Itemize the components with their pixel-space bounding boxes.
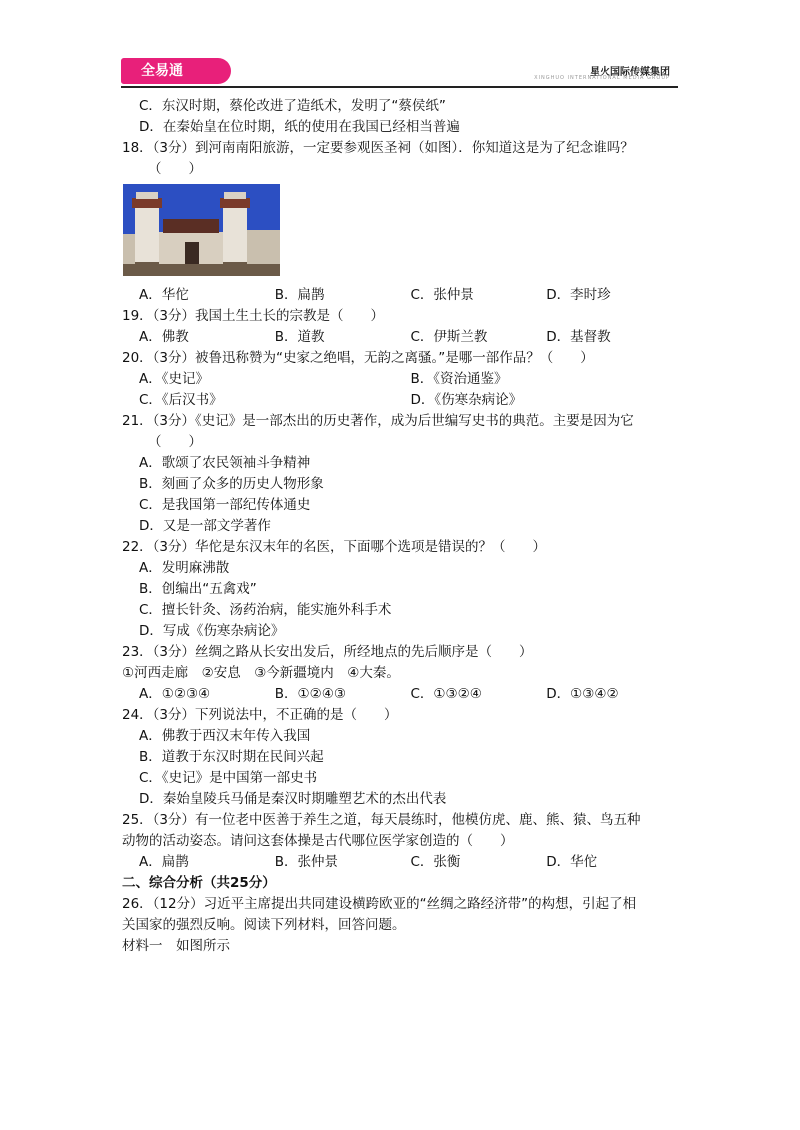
question-25: 25．（3分）有一位老中医善于养生之道，每天晨练时，他模仿虎、鹿、熊、猿、鸟五种 [122,812,641,828]
options-20-row2 [122,390,682,411]
yisheng-temple-image [123,184,280,276]
option: D．《伤寒杂病论》 [410,392,523,408]
answer-blank: （ ） [148,161,202,177]
option-line: B．道教于东汉时期在民间兴起 [139,749,324,765]
option-line: D．又是一部文学著作 [139,518,271,534]
question-22: 22．（3分）华佗是东汉末年的名医，下面哪个选项是错误的？（ ） [122,539,547,555]
option: C．伊斯兰教 [410,329,488,345]
option: B．扁鹊 [274,287,325,303]
option: D．①③④② [546,686,619,702]
question-18: 18．（3分）到河南南阳旅游，一定要参观医圣祠（如图）．你知道这是为了纪念谁吗？ [122,140,634,156]
question-20: 20．（3分）被鲁迅称赞为“史家之绝唱，无韵之离骚。”是哪一部作品？（ ） [122,350,594,366]
option: D．李时珍 [546,287,611,303]
option-line: C．《史记》是中国第一部史书 [139,770,318,786]
option: A．①②③④ [139,686,211,702]
options-25 [122,852,682,873]
material-label: 材料一 如图所示 [122,938,230,954]
option-line: C．东汉时期，蔡伦改进了造纸术，发明了“蔡侯纸” [139,98,446,114]
question-24: 24．（3分）下列说法中，不正确的是（ ） [122,707,398,723]
org-subtitle: XINGHUO INTERNATIONAL MEDIA GROUP [534,75,670,81]
options-18 [122,285,682,306]
option: B．道教 [274,329,325,345]
question-23: 23．（3分）丝绸之路从长安出发后，所经地点的先后顺序是（ ） [122,644,533,660]
option: C．张衡 [410,854,461,870]
option-line: D．写成《伤寒杂病论》 [139,623,285,639]
option: A．华佗 [139,287,189,303]
question-26: 26．（12分）习近平主席提出共同建设横跨欧亚的“丝绸之路经济带”的构想，引起了相 [122,896,637,912]
option: B．①②④③ [274,686,346,702]
option-line: D．秦始皇陵兵马俑是秦汉时期雕塑艺术的杰出代表 [139,791,447,807]
option: C．①③②④ [410,686,482,702]
option: C．张仲景 [410,287,474,303]
option: B．张仲景 [274,854,339,870]
answer-blank: （ ） [148,434,202,450]
question-25-cont: 动物的活动姿态。请问这套体操是古代哪位医学家创造的（ ） [122,833,514,849]
brand-logo: 全易通 [121,58,231,84]
org-name: 星火国际传媒集团 [590,67,670,78]
question-21: 21．（3分）《史记》是一部杰出的历史著作，成为后世编写史书的典范。主要是因为它 [122,413,634,429]
question-stem: ①河西走廊 ②安息 ③今新疆境内 ④大秦。 [122,665,400,681]
option: C．《后汉书》 [139,392,223,408]
option-line: C．擅长针灸、汤药治病，能实施外科手术 [139,602,392,618]
options-20-row1 [122,369,682,390]
options-23 [122,684,682,705]
option: A．佛教 [139,329,189,345]
option: D．基督教 [546,329,611,345]
option-line: A．佛教于西汉末年传入我国 [139,728,311,744]
option-line: D．在秦始皇在位时期，纸的使用在我国已经相当普遍 [139,119,460,135]
option: A．扁鹊 [139,854,189,870]
exam-content [122,96,682,957]
option: A．《史记》 [139,371,209,387]
option: B．《资治通鉴》 [410,371,508,387]
question-26-cont: 关国家的强烈反响。阅读下列材料，回答问题。 [122,917,406,933]
option-line: A．歌颂了农民领袖斗争精神 [139,455,311,471]
option: D．华佗 [546,854,598,870]
options-19 [122,327,682,348]
option-line: A．发明麻沸散 [139,560,230,576]
header-divider [121,86,678,88]
option-line: B．创编出“五禽戏” [139,581,257,597]
question-19: 19．（3分）我国土生土长的宗教是（ ） [122,308,385,324]
option-line: B．刻画了众多的历史人物形象 [139,476,324,492]
section-heading: 二、综合分析（共25分） [122,875,276,891]
option-line: C．是我国第一部纪传体通史 [139,497,311,513]
